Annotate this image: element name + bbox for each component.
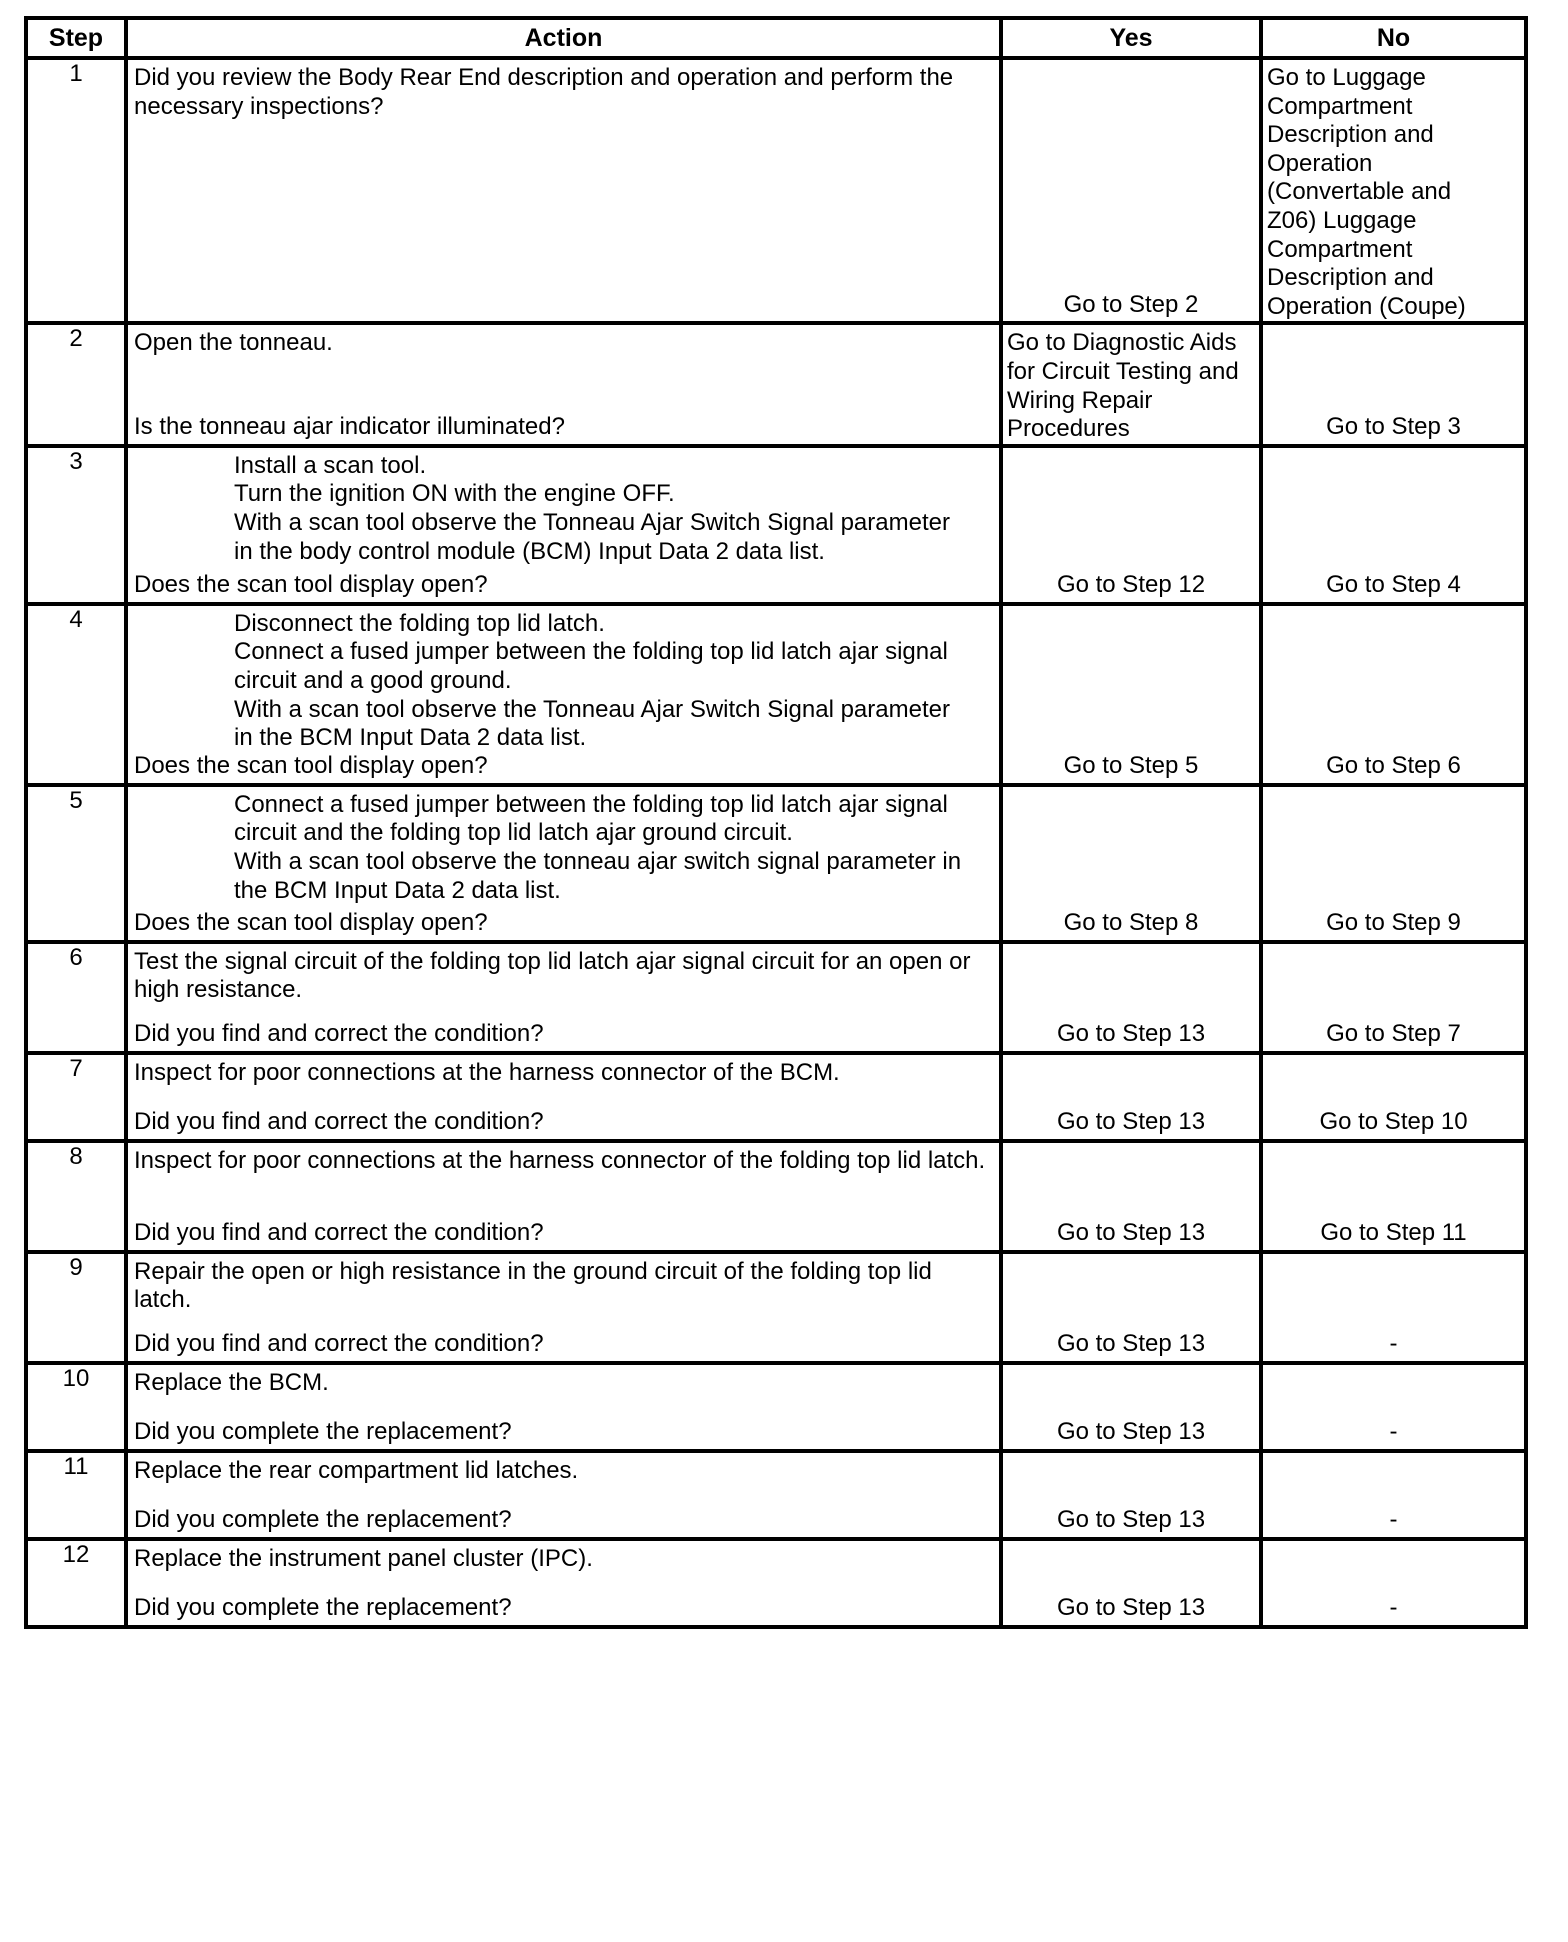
- no-text: -: [1389, 1418, 1398, 1446]
- action-question: Did you complete the replacement?: [134, 1506, 512, 1534]
- yes-cell: [1001, 1451, 1261, 1539]
- action-cell: [126, 942, 1001, 1053]
- action-text: Replace the BCM.: [134, 1368, 329, 1396]
- yes-text: Go to Step 2: [1063, 290, 1199, 318]
- diagnostic-table: [24, 16, 1528, 1629]
- yes-text: Go to Step 5: [1063, 752, 1199, 780]
- table-row: [26, 785, 1526, 942]
- action-cell: [126, 323, 1001, 445]
- table-row: [26, 323, 1526, 445]
- action-question: Does the scan tool display open?: [134, 909, 488, 937]
- step-number: 9: [26, 1252, 126, 1363]
- no-cell: [1261, 942, 1526, 1053]
- table-row: [26, 1053, 1526, 1141]
- yes-text: Go to Step 13: [1056, 1108, 1206, 1136]
- no-text: Go to Luggage Compartment Description and Operation (Convertable and Z06) Luggage Compartment Description and Operation (Coupe): [1267, 64, 1466, 320]
- yes-text: Go to Step 8: [1063, 909, 1199, 937]
- action-text: [128, 787, 999, 905]
- no-cell: [1261, 1451, 1526, 1539]
- action-text: Replace the rear compartment lid latches.: [134, 1456, 579, 1484]
- yes-cell: [1001, 323, 1261, 445]
- no-text: Go to Step 7: [1326, 1020, 1461, 1048]
- table-row: [26, 446, 1526, 604]
- action-steps: Install a scan tool. Turn the ignition ON with the engine OFF. With a scan tool observe the Tonneau Ajar Switch Signal parameter in the body control module (BCM) Input Data 2 data list.: [234, 451, 950, 565]
- yes-cell: [1001, 604, 1261, 785]
- action-cell: [126, 446, 1001, 604]
- no-cell: [1261, 1053, 1526, 1141]
- action-text: [128, 606, 999, 753]
- table-row: [26, 58, 1526, 323]
- action-question: Is the tonneau ajar indicator illuminated?: [134, 413, 565, 441]
- step-number: 4: [26, 604, 126, 785]
- action-steps: Disconnect the folding top lid latch. Connect a fused jumper between the folding top lid latch ajar signal circuit and a good ground. With a scan tool observe the Tonneau Ajar Switch Signal parameter in the BCM Input Data 2 data list.: [234, 609, 950, 752]
- action-question: Did you complete the replacement?: [134, 1418, 512, 1446]
- step-number: 7: [26, 1053, 126, 1141]
- yes-cell: [1001, 1363, 1261, 1451]
- action-cell: [126, 785, 1001, 942]
- no-cell: [1261, 323, 1526, 445]
- yes-cell: [1001, 446, 1261, 604]
- no-text: Go to Step 3: [1326, 413, 1461, 441]
- action-text: Did you review the Body Rear End description and operation and perform the necessary inspections?: [134, 64, 954, 120]
- action-question: Did you find and correct the condition?: [134, 1108, 544, 1136]
- action-cell: [126, 1252, 1001, 1363]
- step-number: 10: [26, 1363, 126, 1451]
- yes-text: Go to Step 13: [1056, 1219, 1206, 1247]
- step-number: 12: [26, 1539, 126, 1627]
- table-row: [26, 1539, 1526, 1627]
- action-question: Did you find and correct the condition?: [134, 1330, 544, 1358]
- action-text: Inspect for poor connections at the harness connector of the folding top lid latch.: [134, 1146, 986, 1174]
- header-step: Step: [26, 18, 126, 58]
- no-cell: [1261, 785, 1526, 942]
- table-row: [26, 604, 1526, 785]
- yes-cell: [1001, 1141, 1261, 1252]
- step-number: 2: [26, 323, 126, 445]
- step-number: 11: [26, 1451, 126, 1539]
- no-text: Go to Step 11: [1320, 1219, 1467, 1247]
- no-cell: [1261, 1539, 1526, 1627]
- table-row: [26, 1141, 1526, 1252]
- yes-text: Go to Step 13: [1056, 1594, 1206, 1622]
- no-text: -: [1389, 1506, 1398, 1534]
- table-row: [26, 1451, 1526, 1539]
- yes-cell: [1001, 942, 1261, 1053]
- no-text: Go to Step 6: [1326, 752, 1461, 780]
- action-text: Open the tonneau.: [134, 329, 333, 357]
- yes-cell: [1001, 1252, 1261, 1363]
- action-cell: [126, 58, 1001, 323]
- action-cell: [126, 604, 1001, 785]
- yes-text: Go to Step 13: [1056, 1330, 1206, 1358]
- no-cell: [1261, 58, 1526, 323]
- header-no: No: [1261, 18, 1526, 58]
- no-text: Go to Step 4: [1326, 571, 1461, 599]
- table-row: [26, 1363, 1526, 1451]
- yes-cell: [1001, 1539, 1261, 1627]
- action-text: Replace the instrument panel cluster (IPC).: [134, 1544, 593, 1572]
- no-text: -: [1389, 1594, 1398, 1622]
- action-cell: [126, 1053, 1001, 1141]
- action-question: Did you find and correct the condition?: [134, 1020, 544, 1048]
- action-text: Inspect for poor connections at the harness connector of the BCM.: [134, 1058, 840, 1086]
- step-number: 8: [26, 1141, 126, 1252]
- no-text: Go to Step 9: [1326, 909, 1461, 937]
- no-cell: [1261, 1252, 1526, 1363]
- action-steps: Connect a fused jumper between the folding top lid latch ajar signal circuit and the folding top lid latch ajar ground circuit. With a scan tool observe the tonneau ajar switch signal parameter in the BCM Input Data 2 data list.: [234, 790, 962, 904]
- header-yes: Yes: [1001, 18, 1261, 58]
- yes-text: Go to Step 12: [1056, 571, 1206, 599]
- yes-cell: [1001, 785, 1261, 942]
- step-number: 6: [26, 942, 126, 1053]
- action-text: Repair the open or high resistance in the ground circuit of the folding top lid latch.: [134, 1257, 932, 1314]
- action-question: Does the scan tool display open?: [134, 752, 488, 780]
- table-row: [26, 942, 1526, 1053]
- action-cell: [126, 1451, 1001, 1539]
- yes-text: Go to Diagnostic Aids for Circuit Testing and Wiring Repair Procedures: [1007, 329, 1239, 443]
- step-number: 1: [26, 58, 126, 323]
- step-number: 5: [26, 785, 126, 942]
- no-cell: [1261, 1141, 1526, 1252]
- no-cell: [1261, 604, 1526, 785]
- action-question: Did you complete the replacement?: [134, 1594, 512, 1622]
- yes-text: Go to Step 13: [1056, 1020, 1206, 1048]
- yes-text: Go to Step 13: [1056, 1418, 1206, 1446]
- step-number: 3: [26, 446, 126, 604]
- action-question: Did you find and correct the condition?: [134, 1219, 544, 1247]
- no-text: Go to Step 10: [1319, 1108, 1468, 1136]
- table-row: [26, 1252, 1526, 1363]
- action-cell: [126, 1539, 1001, 1627]
- yes-text: Go to Step 13: [1056, 1506, 1206, 1534]
- header-row: [26, 18, 1526, 58]
- action-cell: [126, 1141, 1001, 1252]
- yes-cell: [1001, 1053, 1261, 1141]
- yes-cell: [1001, 58, 1261, 323]
- action-question: Does the scan tool display open?: [134, 571, 488, 599]
- action-text: [128, 448, 999, 566]
- no-text: -: [1389, 1330, 1398, 1358]
- no-cell: [1261, 446, 1526, 604]
- action-text: Test the signal circuit of the folding top lid latch ajar signal circuit for an open or high resistance.: [134, 947, 971, 1004]
- no-cell: [1261, 1363, 1526, 1451]
- header-action: Action: [126, 18, 1001, 58]
- action-cell: [126, 1363, 1001, 1451]
